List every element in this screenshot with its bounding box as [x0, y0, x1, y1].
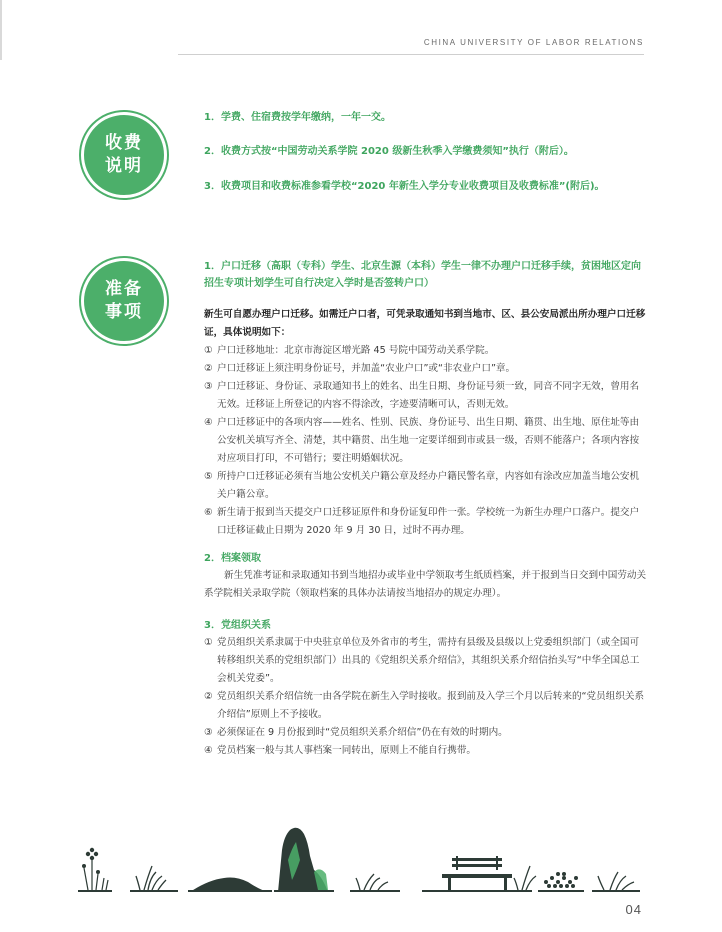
party-item-num: ①	[204, 637, 213, 648]
grass-icon	[598, 872, 634, 890]
header-rule	[178, 54, 644, 55]
hukou-item-num: ④	[204, 417, 213, 428]
archive-text: 新生凭准考证和录取通知书到当地招办或毕业中学领取考生纸质档案，并于报到当日交到中国劳动关系学院相关录取学院（领取档案的具体办法请按当地招办的规定办理）。	[204, 570, 647, 599]
hukou-item-num: ②	[204, 363, 213, 374]
hukou-item-text: 新生请于报到当天提交户口迁移证原件和身份证复印件一张。学校统一为新生办理户口落户。提交户口迁移证截止日期为 2020 年 9 月 30 日，过时不再办理。	[217, 507, 640, 536]
hukou-item-num: ⑤	[204, 471, 213, 482]
hukou-item-num: ①	[204, 345, 213, 356]
hukou-item-text: 户口迁移地址：北京市海淀区增光路 45 号院中国劳动关系学院。	[217, 345, 495, 356]
party-item	[204, 688, 648, 724]
hill-icon	[190, 878, 268, 893]
rock-icon	[278, 828, 328, 892]
hukou-item-text: 户口迁移证、身份证、录取通知书上的姓名、出生日期、身份证号须一致，同音不同字无效，曾用名无效。迁移证上所登记的内容不得涂改，字迹要清晰可认，否则无效。	[217, 381, 640, 410]
hukou-item-text: 所持户口迁移证必须有当地公安机关户籍公章及经办户籍民警名章，内容如有涂改应加盖当地公安机关户籍公章。	[217, 471, 640, 500]
prep-badge-line1: 准备	[105, 279, 143, 299]
fees-badge	[81, 112, 167, 198]
hukou-intro: 新生可自愿办理户口迁移。如需迁户口者，可凭录取通知书到当地市、区、县公安局派出所办理户口迁移证，具体说明如下：	[204, 309, 646, 338]
prep-content	[204, 258, 648, 760]
hukou-item	[204, 342, 648, 360]
archive-heading: 2．档案领取	[204, 553, 261, 564]
party-item	[204, 742, 648, 760]
footer-illustration	[78, 820, 644, 896]
bench-icon	[442, 856, 512, 892]
prep-badge	[81, 258, 167, 344]
header-university: CHINA UNIVERSITY OF LABOR RELATIONS	[423, 38, 644, 47]
hukou-item-text: 户口迁移证上须注明身份证号，并加盖“农业户口”或“非农业户口”章。	[217, 363, 516, 374]
fee-item-1: 1．学费、住宿费按学年缴纳，一年一交。	[204, 112, 391, 123]
fees-badge-line1: 收费	[105, 133, 143, 153]
hukou-item	[204, 468, 648, 504]
page-number: 04	[625, 902, 642, 917]
prep-badge-line2: 事项	[105, 302, 143, 322]
hukou-item	[204, 360, 648, 378]
party-heading: 3．党组织关系	[204, 620, 271, 631]
hukou-list	[204, 342, 648, 540]
party-item-num: ③	[204, 727, 213, 738]
fee-item-2: 2．收费方式按“中国劳动关系学院 2020 级新生秋季入学缴费须知”执行（附后）。	[204, 146, 574, 157]
corner-line	[0, 0, 2, 60]
party-item-text: 党员档案一般与其人事档案一同转出，原则上不能自行携带。	[217, 745, 477, 756]
hukou-heading: 1．户口迁移（高职（专科）学生、北京生源（本科）学生一律不办理户口迁移手续，贫困地区定向招生专项计划学生可自行决定入学时是否签转户口）	[204, 261, 641, 289]
hukou-item-text: 户口迁移证中的各项内容——姓名、性别、民族、身份证号、出生日期、籍贯、出生地、原住址等由公安机关填写齐全、清楚，其中籍贯、出生地一定要详细到市或县一级，否则不能落户；各项内容按对应项目打印，不可错行；要注明婚姻状况。	[217, 417, 640, 464]
hukou-item	[204, 504, 648, 540]
flower-plant-icon	[82, 848, 108, 890]
grass-icon	[136, 866, 166, 890]
hukou-item-num: ⑥	[204, 507, 213, 518]
grass-icon	[356, 874, 388, 890]
party-item-num: ④	[204, 745, 213, 756]
grass-icon	[514, 866, 536, 890]
fees-badge-line2: 说明	[105, 156, 143, 176]
party-item-num: ②	[204, 691, 213, 702]
fee-item-3: 3．收费项目和收费标准参看学校“2020 年新生入学分专业收费项目及收费标准”(附后)。	[204, 181, 605, 192]
hukou-item	[204, 414, 648, 468]
party-list	[204, 634, 648, 760]
party-item-text: 党员组织关系隶属于中央驻京单位及外省市的考生，需持有县级及县级以上党委组织部门（或全国可转移组织关系的党组织部门）出具的《党组织关系介绍信》，其组织关系介绍信抬头写“中华全国总工会机关党委”。	[217, 637, 640, 684]
party-item	[204, 634, 648, 688]
party-item-text: 必须保证在 9 月份报到时“党员组织关系介绍信”仍在有效的时期内。	[217, 727, 508, 738]
hukou-item	[204, 378, 648, 414]
hukou-item-num: ③	[204, 381, 213, 392]
party-item-text: 党员组织关系介绍信统一由各学院在新生入学时接收。报到前及入学三个月以后转来的“党员组织关系介绍信”原则上不予接收。	[217, 691, 645, 720]
flowerbed-icon	[544, 872, 578, 888]
party-item	[204, 724, 648, 742]
